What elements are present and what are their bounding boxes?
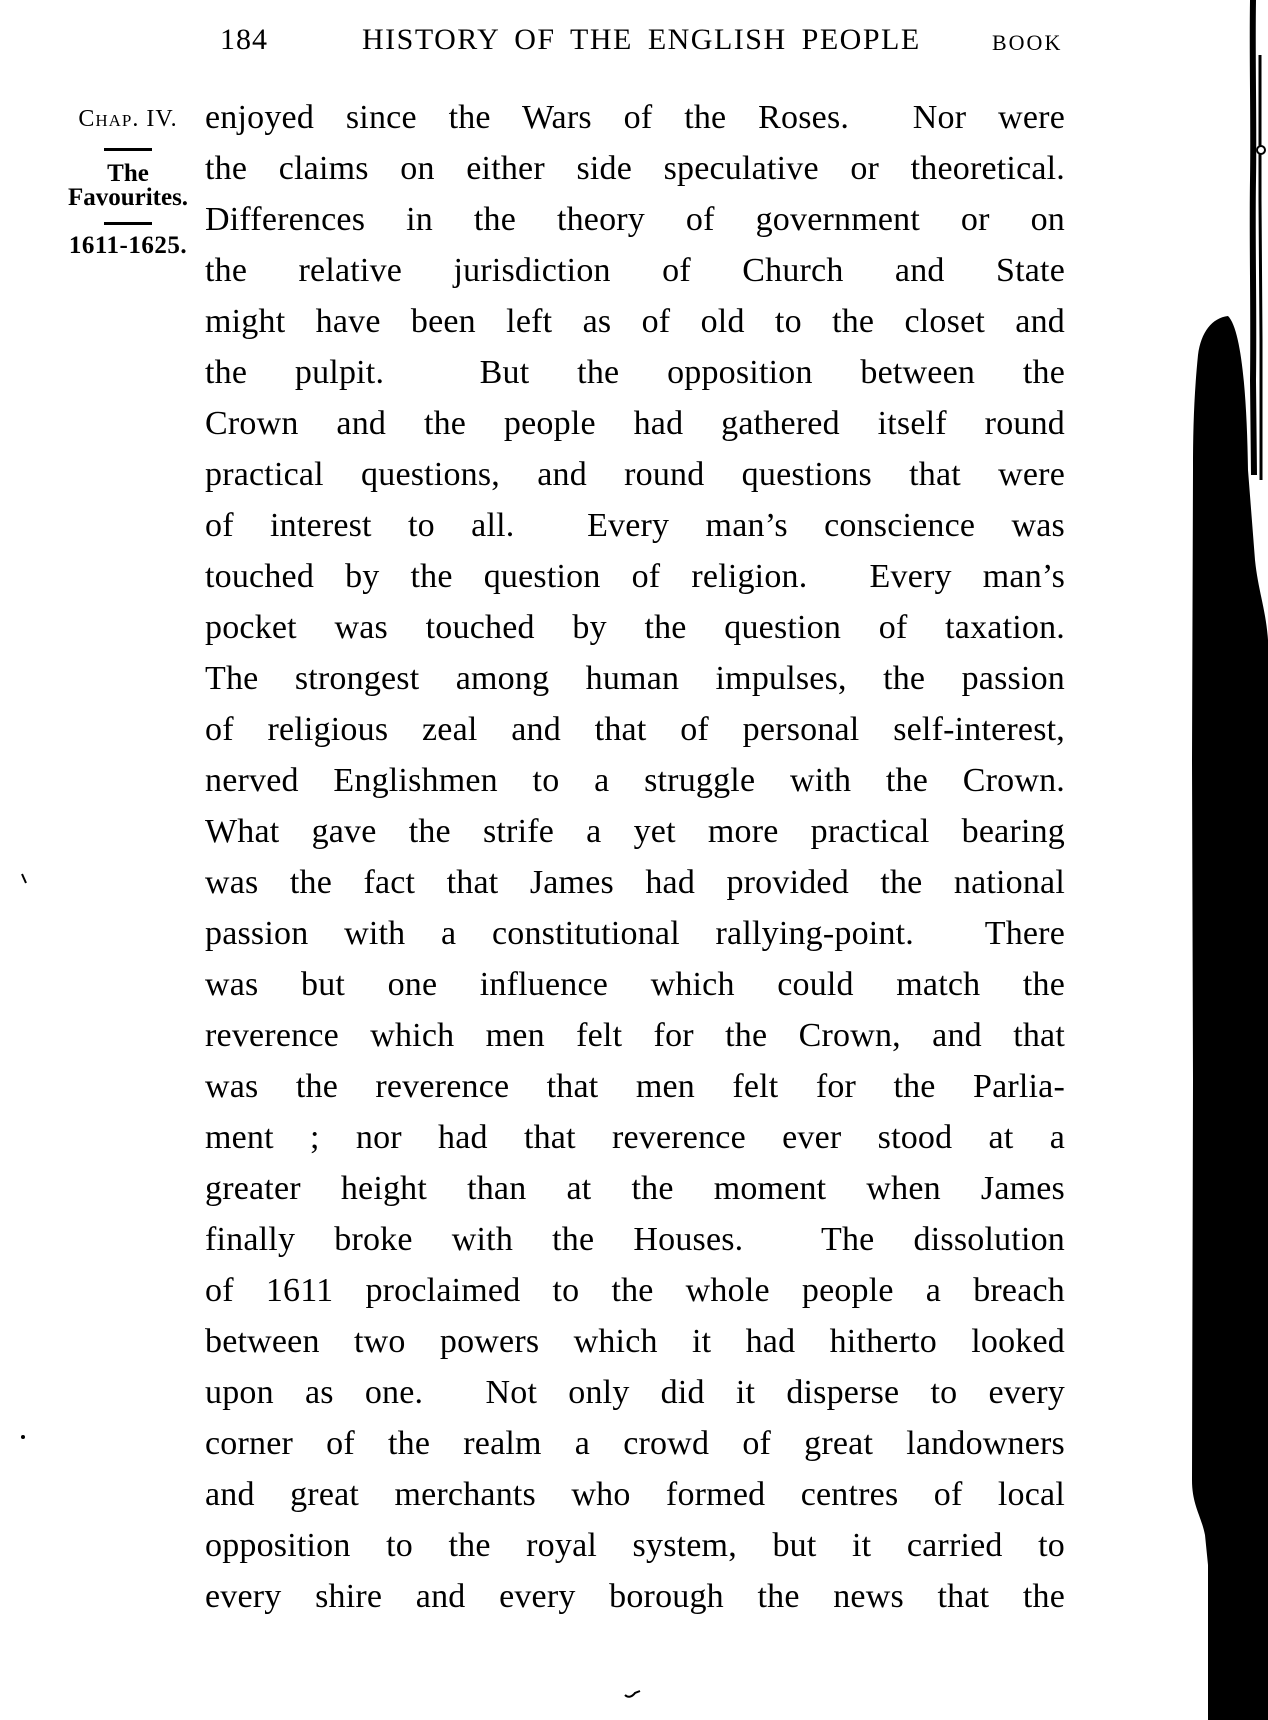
text-line: Differences in the theory of government or on [205,201,1065,238]
text-line: practical questions, and round questions that were [205,456,1065,493]
text-line: finally broke with the Houses. The dissolution [205,1221,1065,1258]
text-line: pocket was touched by the question of taxation. [205,609,1065,646]
running-title: HISTORY OF THE ENGLISH PEOPLE [362,23,921,56]
text-line: greater height than at the moment when James [205,1170,1065,1207]
text-line: every shire and every borough the news that the [205,1578,1065,1615]
body-text-block [205,92,1065,1622]
text-line: the relative jurisdiction of Church and State [205,252,1065,289]
text-line: The strongest among human impulses, the passion [205,660,1065,697]
text-line: of 1611 proclaimed to the whole people a breach [205,1272,1065,1309]
text-line: and great merchants who formed centres of local [205,1476,1065,1513]
text-line: upon as one. Not only did it disperse to every [205,1374,1065,1411]
text-line: of interest to all. Every man’s conscience was [205,507,1065,544]
text-line: might have been left as of old to the closet and [205,303,1065,340]
margin-note [40,0,216,320]
text-line: was the reverence that men felt for the Parlia- [205,1068,1065,1105]
book-label: BOOK [992,30,1063,55]
text-line: reverence which men felt for the Crown, and that [205,1017,1065,1054]
text-line: passion with a constitutional rallying-point. There [205,915,1065,952]
text-line: was the fact that James had provided the national [205,864,1065,901]
text-line: touched by the question of religion. Every man’s [205,558,1065,595]
sidenote-rule [104,148,152,151]
scan-artifact-band [1168,0,1268,1720]
sidenote-subject-line1: The [107,160,149,187]
text-line: Crown and the people had gathered itself round [205,405,1065,442]
text-line: enjoyed since the Wars of the Roses. Nor were [205,99,1065,136]
text-line: was but one influence which could match the [205,966,1065,1003]
page-number: 184 [220,23,268,56]
text-line: of religious zeal and that of personal self-interest, [205,711,1065,748]
text-line: nerved Englishmen to a struggle with the Crown. [205,762,1065,799]
chapter-label: Chap. IV. [78,106,178,132]
text-line: What gave the strife a yet more practical bearing [205,813,1065,850]
text-line: the pulpit. But the opposition between the [205,354,1065,391]
sidenote-dates: 1611-1625. [68,232,188,259]
text-line: opposition to the royal system, but it carried to [205,1527,1065,1564]
sidenote-subject-line2: Favourites. [67,184,189,211]
text-line: between two powers which it had hitherto looked [205,1323,1065,1360]
text-line: ment ; nor had that reverence ever stood at a [205,1119,1065,1156]
text-line: the claims on either side speculative or theoretical. [205,150,1065,187]
sidenote-rule [104,222,152,225]
text-line: corner of the realm a crowd of great landowners [205,1425,1065,1462]
